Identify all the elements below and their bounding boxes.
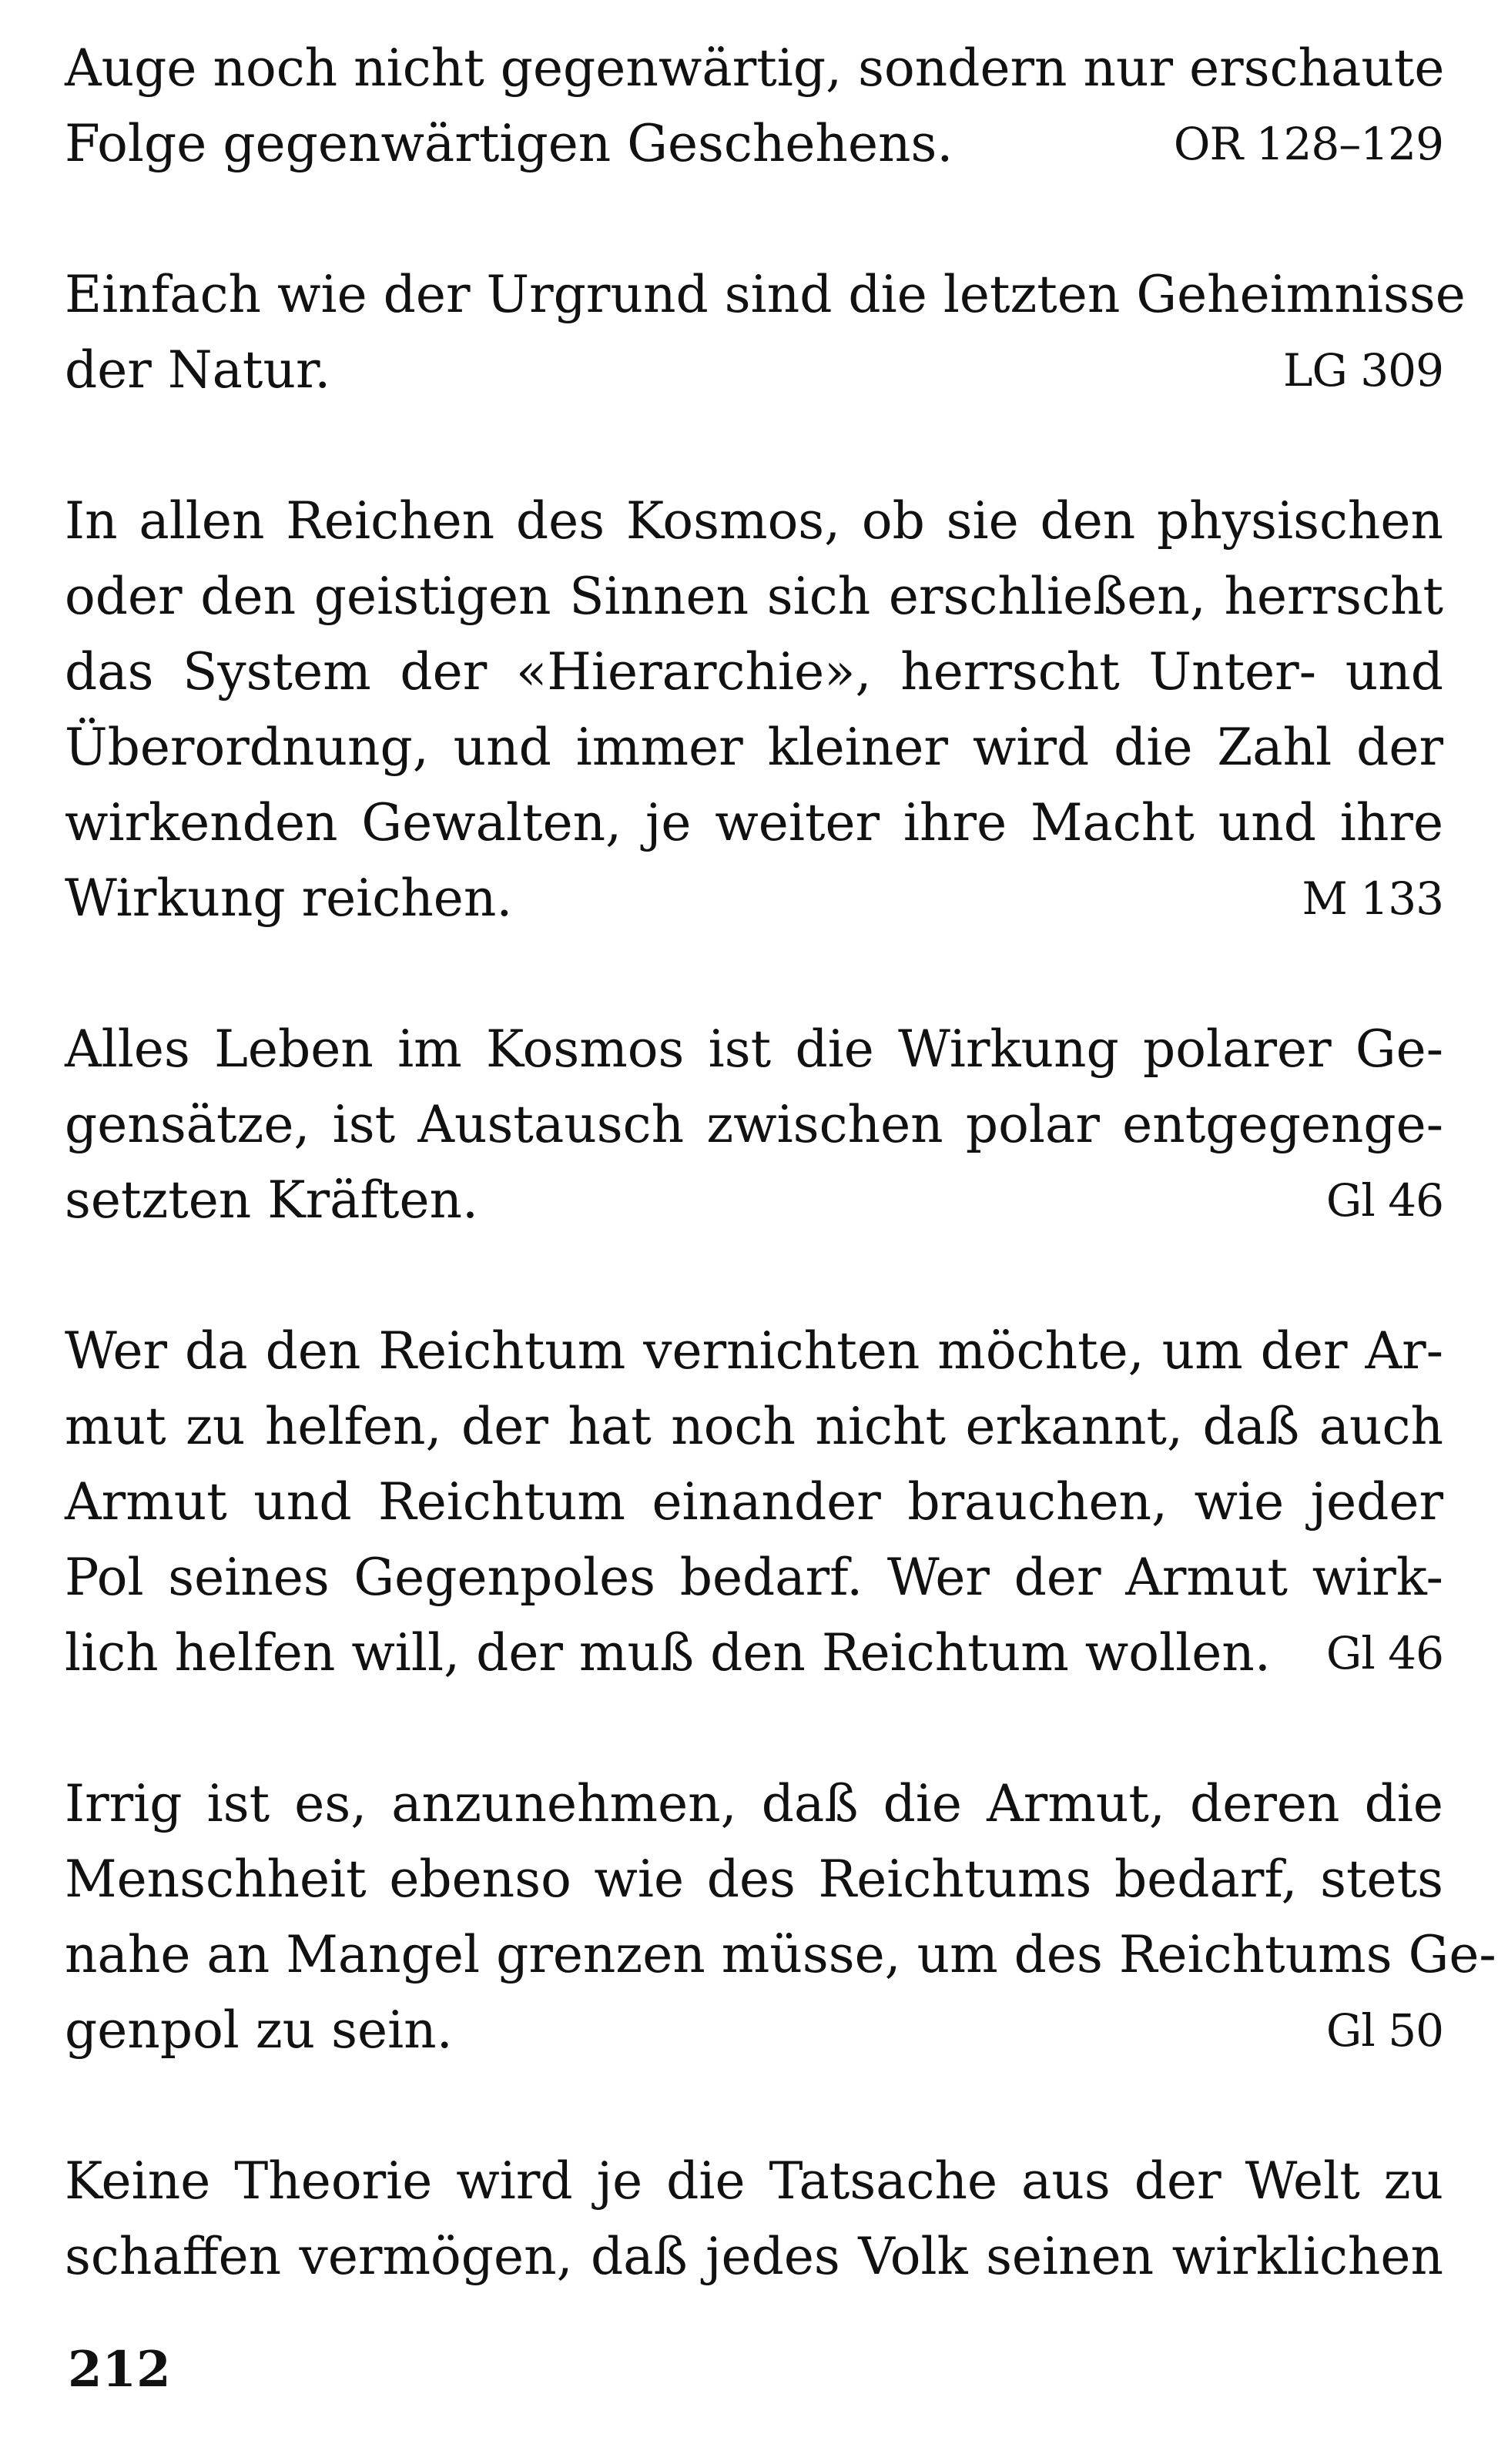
page-number: 212: [68, 2341, 171, 2399]
quote-line: Folge gegenwärtigen Geschehens.: [65, 114, 953, 173]
quote-line: Einfach wie der Urgrund sind die letzten Geheimnisse: [65, 265, 1466, 324]
quote-line: Überordnung, und immer kleiner wird die Zahl der: [65, 718, 1443, 777]
quote-6: [65, 1766, 1496, 2068]
quote-2: [65, 257, 1466, 408]
quote-7: [65, 2144, 1443, 2295]
source-reference: OR 128–129: [1173, 118, 1443, 170]
quote-last-line: [65, 861, 1443, 936]
quote-1: [65, 31, 1443, 182]
source-reference: M 133: [1302, 872, 1443, 925]
quote-line: Pol seines Gegenpoles bedarf. Wer der Armut wirk-: [65, 1548, 1443, 1607]
quote-line: oder den geistigen Sinnen sich erschließen, herrscht: [65, 567, 1443, 626]
quote-last-line: [65, 1615, 1443, 1691]
quote-4: [65, 1012, 1443, 1238]
quote-line: Menschheit ebenso wie des Reichtums bedarf, stets: [65, 1850, 1443, 1909]
quote-line: Keine Theorie wird je die Tatsache aus der Welt zu: [65, 2151, 1443, 2211]
quote-3: [65, 484, 1443, 936]
page-body: [65, 31, 1496, 2370]
quote-line: In allen Reichen des Kosmos, ob sie den physischen: [65, 491, 1443, 551]
quote-line: genpol zu sein.: [65, 2000, 453, 2060]
source-reference: LG 309: [1283, 344, 1443, 397]
quote-line: nahe an Mangel grenzen müsse, um des Reichtums Ge-: [65, 1925, 1496, 1984]
quote-line: mut zu helfen, der hat noch nicht erkannt, daß auch: [65, 1397, 1443, 1456]
source-reference: Gl 46: [1325, 1627, 1443, 1679]
quote-line: Wirkung reichen.: [65, 869, 513, 928]
quote-last-line: [65, 106, 1443, 182]
quote-line: das System der «Hierarchie», herrscht Unter- und: [65, 642, 1443, 701]
quote-line: Armut und Reichtum einander brauchen, wie jeder: [65, 1472, 1443, 1532]
source-reference: Gl 50: [1325, 2004, 1443, 2057]
quote-line: der Natur.: [65, 340, 331, 400]
quote-line: Alles Leben im Kosmos ist die Wirkung polarer Ge-: [65, 1019, 1443, 1079]
quote-line: gensätze, ist Austausch zwischen polar entgegenge-: [65, 1095, 1443, 1154]
quote-last-line: [65, 333, 1443, 408]
quote-line: setzten Kräften.: [65, 1170, 478, 1230]
quote-line: Auge noch nicht gegenwärtig, sondern nur erschaute: [65, 38, 1445, 98]
source-reference: Gl 46: [1325, 1174, 1443, 1227]
quote-line: Wer da den Reichtum vernichten möchte, um der Ar-: [65, 1321, 1443, 1381]
quote-last-line: [65, 1993, 1443, 2068]
quote-line: wirkenden Gewalten, je weiter ihre Macht und ihre: [65, 793, 1443, 852]
quote-line: lich helfen will, der muß den Reichtum wollen.: [65, 1623, 1271, 1682]
quote-last-line: [65, 1163, 1443, 1238]
quote-5: [65, 1314, 1443, 1691]
quote-line: Irrig ist es, anzunehmen, daß die Armut, deren die: [65, 1774, 1443, 1833]
quote-line: schaffen vermögen, daß jedes Volk seinen wirklichen: [65, 2227, 1443, 2286]
